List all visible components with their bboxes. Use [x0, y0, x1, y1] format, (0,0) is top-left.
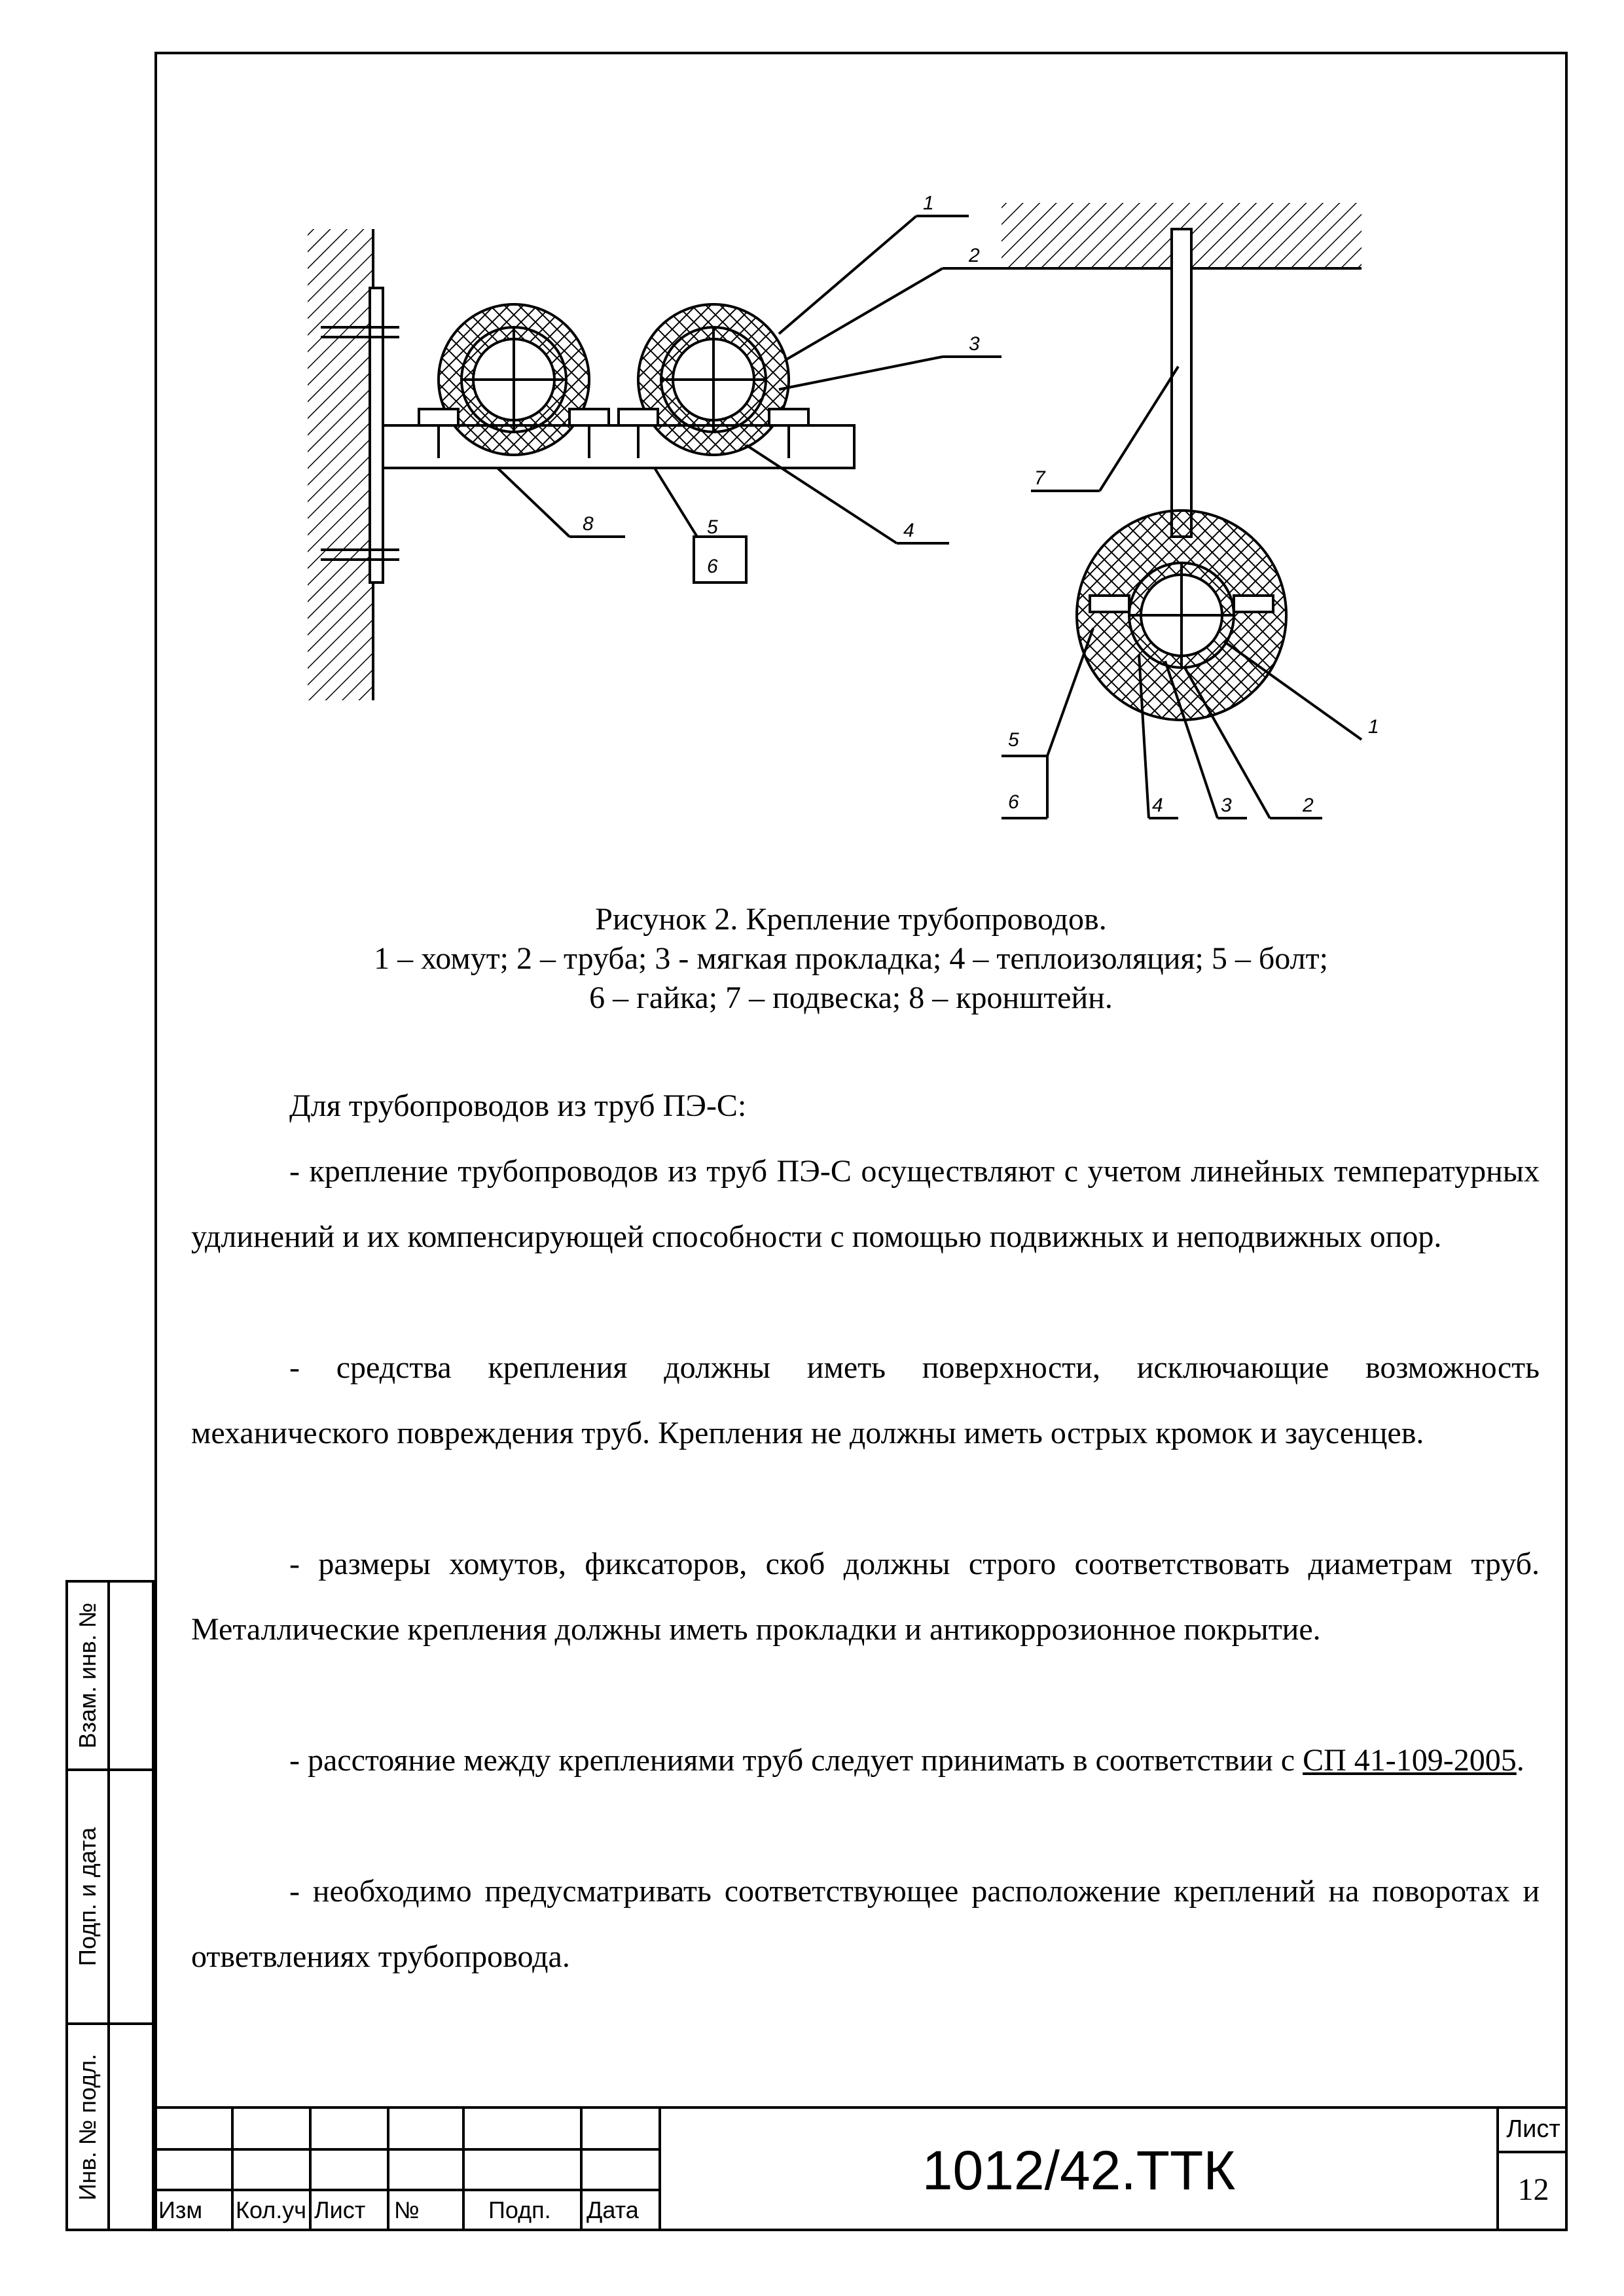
tb-col-kol: Кол.уч	[236, 2197, 306, 2223]
side-label-vzam: Взам. инв. №	[74, 1602, 101, 1749]
pipe-fastening-drawing	[262, 164, 1407, 851]
tb-col-list: Лист	[314, 2197, 366, 2223]
right-label-6: 6	[1008, 791, 1019, 813]
right-label-1: 1	[1368, 716, 1379, 738]
paragraph-4	[191, 1728, 1540, 1793]
right-label-2: 2	[1303, 795, 1314, 816]
left-label-3: 3	[969, 333, 980, 355]
tb-col-data: Дата	[586, 2197, 639, 2223]
side-label-inv: Инв. № подл.	[74, 2053, 101, 2200]
side-label-podp: Подп. и дата	[74, 1827, 101, 1967]
figure-caption-title: Рисунок 2. Крепление трубопроводов.	[595, 902, 1107, 937]
right-label-5: 5	[1008, 729, 1019, 751]
sheet-number: 12	[1517, 2172, 1549, 2207]
left-label-1: 1	[923, 192, 934, 214]
side-cell-vzam	[65, 1580, 154, 1771]
left-label-5: 5	[707, 516, 718, 538]
paragraph-5: - необходимо предусматривать соответствующее расположение креплений на поворотах и ответвлениях трубопровода.	[191, 1874, 1540, 1974]
tb-col-izm: Изм	[158, 2197, 203, 2223]
left-label-8: 8	[583, 513, 594, 535]
intro-paragraph: Для трубопроводов из труб ПЭ-С:	[289, 1088, 747, 1123]
figure-caption-legend-2: 6 – гайка; 7 – подвеска; 8 – кронштейн.	[589, 980, 1113, 1015]
paragraph-3: - размеры хомутов, фиксаторов, скоб должны строго соответствовать диаметрам труб. Металлические крепления должны иметь прокладки и антикоррозионное покрытие.	[191, 1547, 1540, 1647]
left-label-2: 2	[969, 245, 980, 266]
sheet-label: Лист	[1506, 2115, 1561, 2143]
side-cell-podp	[65, 1768, 154, 2025]
right-label-3: 3	[1221, 795, 1232, 816]
right-label-7: 7	[1034, 467, 1045, 489]
tb-col-num: №	[394, 2197, 420, 2223]
paragraph-2: - средства крепления должны иметь поверхности, исключающие возможность механического повреждения труб. Крепления не должны иметь острых кромок и заусенцев.	[191, 1350, 1540, 1450]
title-block	[154, 2106, 1568, 2231]
paragraph-1: - крепление трубопроводов из труб ПЭ-С осуществляют с учетом линейных температурных удлинений и их компенсирующей способности с помощью подвижных и неподвижных опор.	[191, 1154, 1540, 1254]
sp-41-109-2005-link[interactable]: СП 41-109-2005	[1303, 1743, 1517, 1778]
side-stamp-column	[65, 1580, 154, 2231]
left-label-6: 6	[707, 556, 718, 577]
paragraph-4-text: - расстояние между креплениями труб следует принимать в соответствии с	[289, 1743, 1303, 1778]
document-code: 1012/42.ТТК	[922, 2140, 1236, 2201]
side-cell-inv	[65, 2022, 154, 2231]
tb-col-podp: Подп.	[488, 2197, 551, 2223]
paragraph-4-end: .	[1516, 1743, 1525, 1778]
left-label-4: 4	[903, 520, 914, 541]
figure-caption-legend-1: 1 – хомут; 2 – труба; 3 - мягкая прокладка; 4 – теплоизоляция; 5 – болт;	[374, 941, 1328, 976]
right-label-4: 4	[1152, 795, 1163, 816]
